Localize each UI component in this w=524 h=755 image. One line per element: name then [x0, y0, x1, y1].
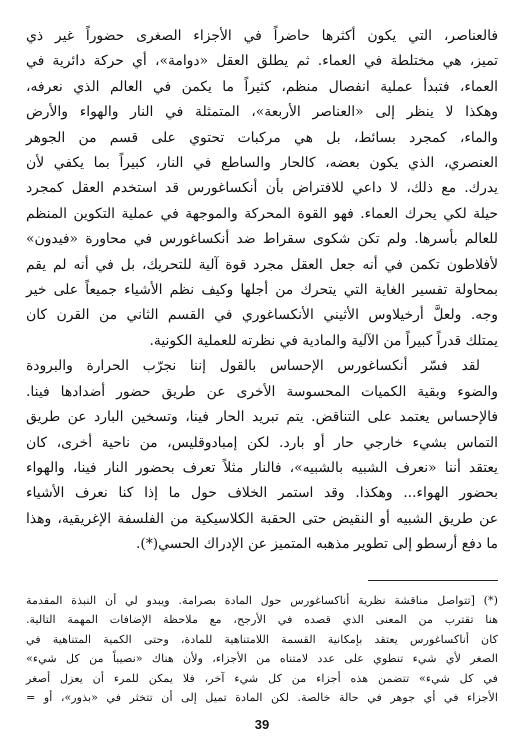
text-line: العماء، فتبدأ عملية انفصال منظم، كثيراً ما يكمن في العالم الذي نعرفه،	[26, 78, 498, 95]
footnote-divider	[368, 580, 498, 581]
text-line: لقد فسّر أنكساغورس الإحساس بالقول إننا نجرّب الحرارة والبرودة	[26, 358, 480, 375]
text-line: العنصري، الذي يكون بعضه، كالحار والساطع في النار، كبيراً بما يكفي لأن	[26, 155, 498, 172]
text-line: لأفلاطون تكمن في أنه جعل العقل مجرد قوة آلية للتحريك، بل في أنه لم يقم	[26, 256, 498, 273]
text-line: بمحاولة تفسير الغاية التي يتحرك من أجلها وكيف نظم الأشياء جميعاً على خير	[26, 282, 498, 299]
text-line: ما دفع أرسطو إلى تطوير مذهبه المتميز عن الإدراك الحسي(*).	[135, 536, 498, 553]
footnote	[26, 591, 498, 708]
main-text	[26, 24, 498, 558]
text-line: للعالم بأسرها. ولم تكن شكوى سقراط ضد أنكساغورس في محاورة «فيدون»	[26, 231, 498, 248]
text-line: فالإحساس يعتمد على التناقض. يتم تبريد الحار فينا، وتسخين البارد عن طريق	[26, 409, 498, 426]
text-line: عن طريق الشبيه أو النقيض حتى الحقبة الكلاسيكية من الفلسفة الإغريقية، وهذا	[26, 510, 498, 527]
paragraph-1	[26, 24, 498, 354]
text-line: والماء، كمجرد بسائط، بل هي مركبات تحتوي على قسم من الجوهر	[26, 129, 498, 146]
footnote-line: الصغر لأي شيء تنطوي على عدد لامتناه من الأجزاء، ولأن هناك «نصيباً من كل شيء»	[26, 652, 498, 666]
footnote-line: الأجزاء في أي جوهر في حالة خالصة. لكن المادة تميل إلى أن تتخثر في «بذور»، أو =	[26, 691, 498, 705]
text-line: حيلة لكي يحرك العماء. فهو القوة المحركة والموجهة في عملية التكوين المنظم	[26, 205, 498, 222]
text-line: يعتقد أننا «نعرف الشبيه بالشبيه»، فالنار مثلاً تعرف بحضور النار فينا، والهواء	[26, 459, 498, 476]
text-line: فالعناصر، التي يكون أكثرها حاضراً في الأجزاء الصغرى حضوراً غير ذي	[26, 28, 498, 44]
footnote-line: كان أناكساغورس يعتقد بإمكانية القسمة اللامتناهية للمادة، وحتى الكمية المتناهية في	[26, 632, 498, 646]
text-line: وهكذا لا ينظر إلى «العناصر الأربعة»، المتمثلة في النار والهواء والأرض	[26, 104, 498, 121]
text-line: التماس بشيء خارجي حار أو بارد. لكن إمبادوقليس، من ناحية أخرى، كان	[26, 434, 498, 451]
text-line: يمتلك قدراً كبيراً من الآلية والمادية في نظرته للعملية الكونية.	[149, 332, 498, 349]
paragraph-2	[26, 354, 498, 557]
footnote-line: (*) [تتواصل مناقشة نظرية أناكساغورس حول المادة بصرامة. ويبدو لي أن النبذة المقدمة	[26, 593, 498, 607]
text-line: يدرك. مع ذلك، لا داعي للافتراض بأن أنكساغورس قد استخدم العقل كمجرد	[26, 180, 498, 197]
text-line: تميز، هي مختلطة في العماء. ثم يطلق العقل «دوامة»، أي حركة دائرية في	[26, 53, 498, 70]
page-number: 39	[254, 717, 270, 732]
text-line: بحضور الهواء... وهكذا. وقد استمر الخلاف حول ما إذا كنا نعرف الأشياء	[26, 485, 498, 502]
footnote-line: في كل شيء» تتضمن هذه أجزاء من كل شيء آخر، فلا يمكن للمرء أن يعزل أصغر	[26, 671, 498, 685]
footnote-line: هنا تقترب من المعنى الذي قصده في الأرجح، مع ملاحظة الإضافات المهمة التالية.	[26, 613, 498, 627]
text-line: والضوء وبقية الكميات المحسوسة الأخرى عن طريق حضور أضدادها فينا.	[26, 383, 498, 400]
text-line: وجه. ولعلَّ أرخيلاوس الأثيني الأنكساغوري في القسم الثاني من القرن كان	[26, 307, 498, 324]
